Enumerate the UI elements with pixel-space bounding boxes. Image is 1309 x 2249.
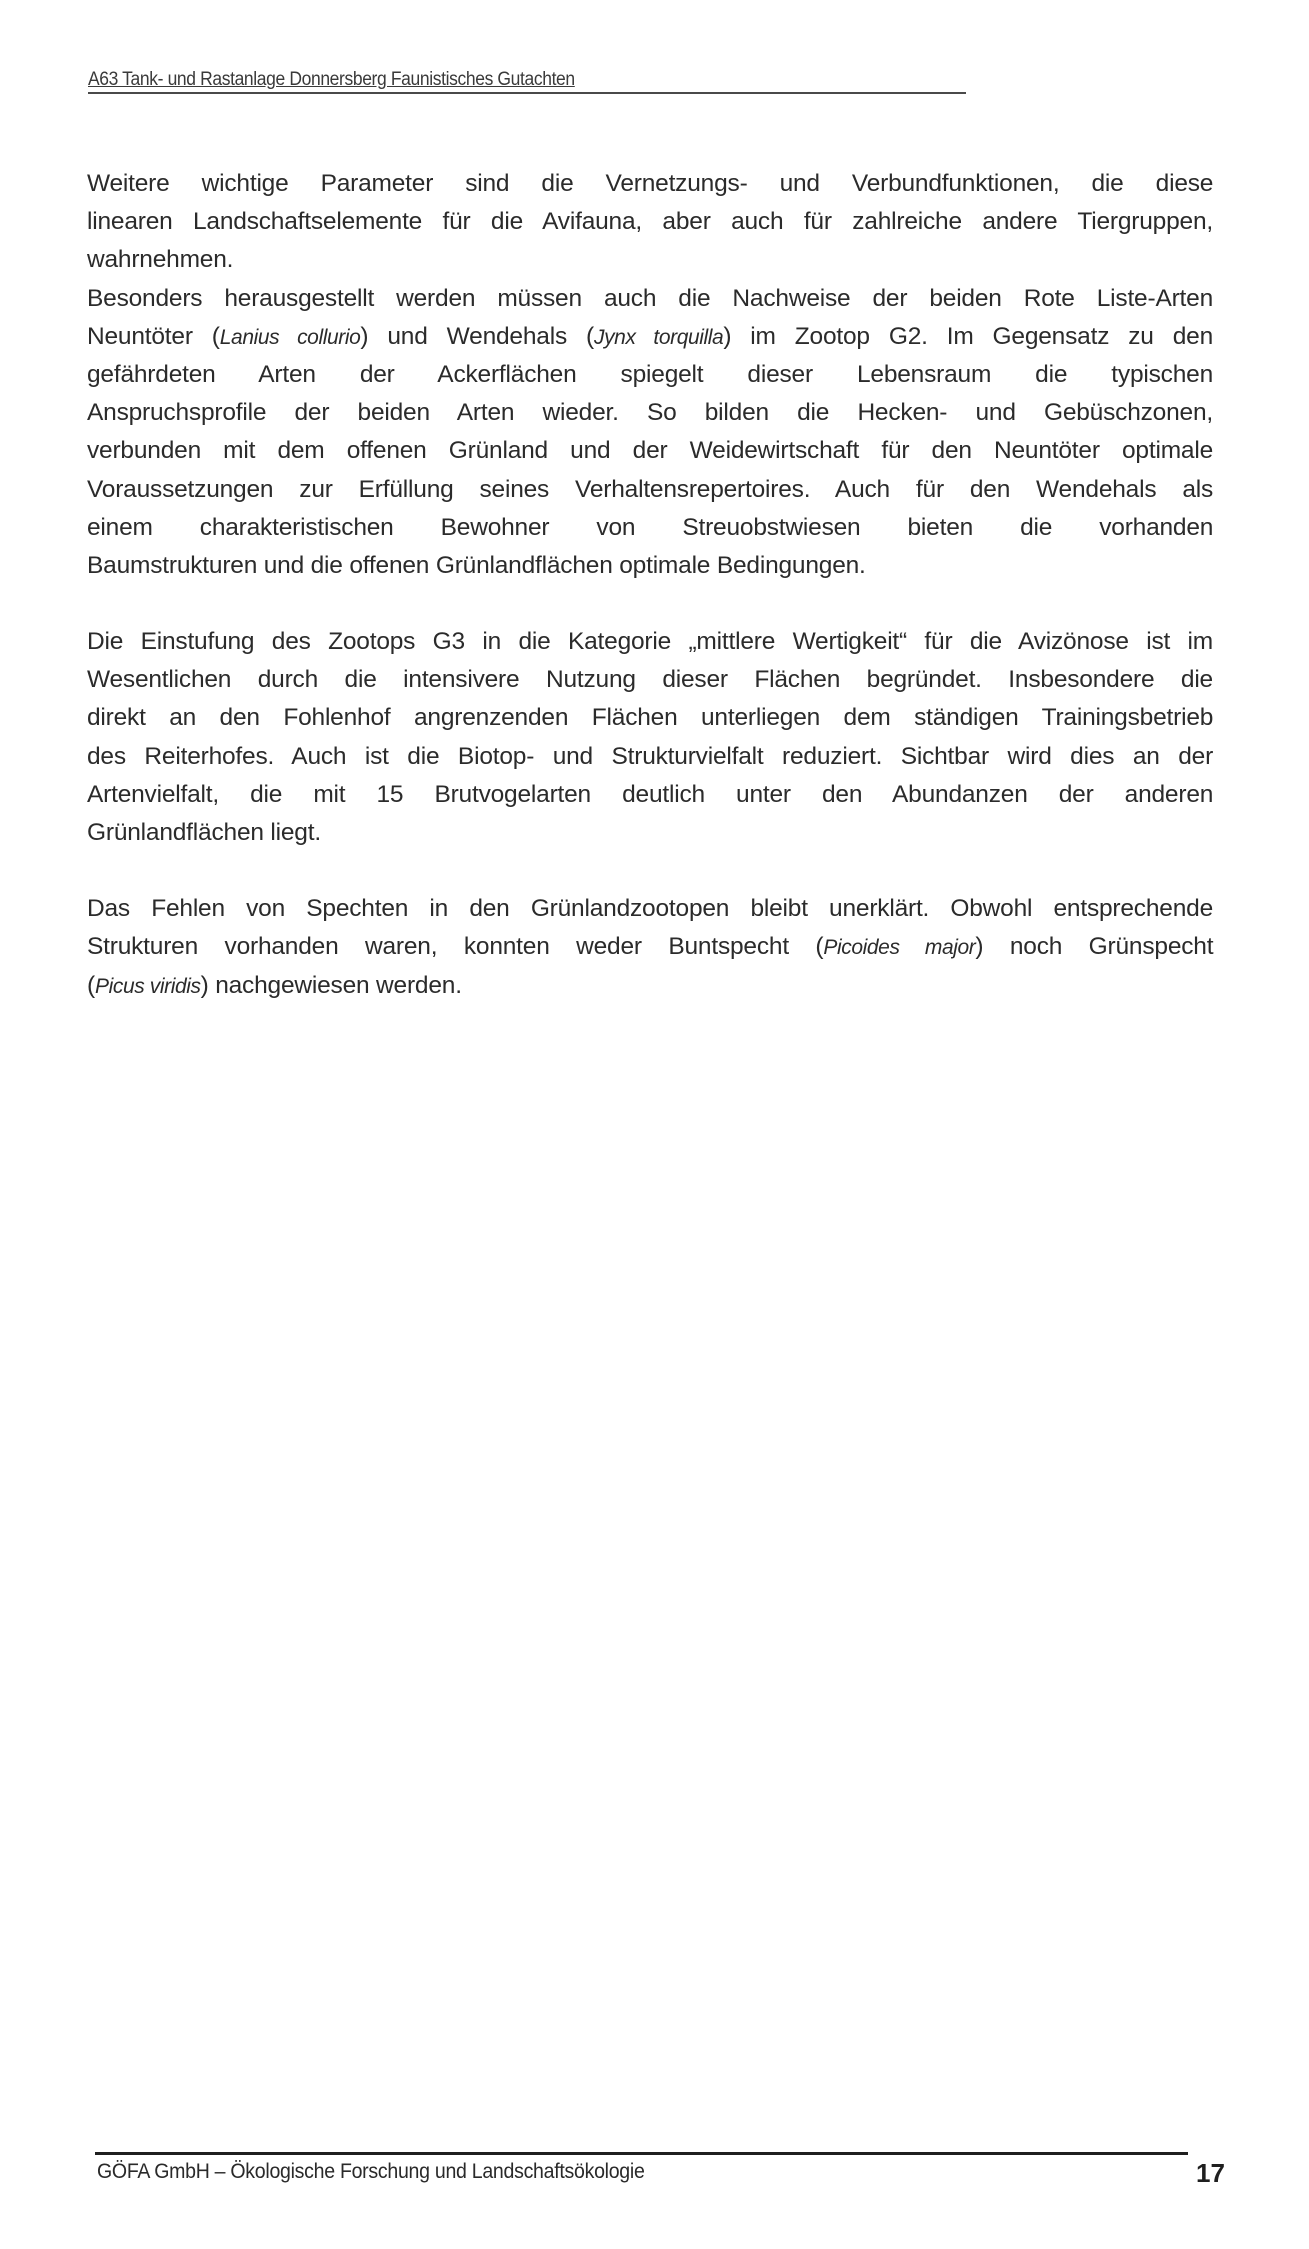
- text-run: verbunden mit dem offenen Grünland und der Weidewirtschaft für den Neuntöter optimale: [87, 437, 1213, 465]
- species-name: Picus viridis: [94, 974, 201, 998]
- header-title: A63 Tank- und Rastanlage Donnersberg Faunistisches Gutachten: [88, 69, 575, 90]
- paragraph: [87, 890, 1213, 1005]
- text-run: Das Fehlen von Spechten in den Grünlandzootopen bleibt unerklärt. Obwohl entsprechende: [87, 895, 1213, 923]
- text-line: [87, 356, 1213, 394]
- text-run: (: [87, 971, 95, 999]
- text-run: ) nachgewiesen werden.: [200, 971, 462, 999]
- text-line: [87, 203, 1213, 241]
- running-header: [88, 70, 966, 94]
- text-line: [87, 928, 1213, 966]
- text-run: Wesentlichen durch die intensivere Nutzung dieser Flächen begründet. Insbesondere die: [87, 666, 1213, 694]
- text-line: [87, 967, 1213, 1005]
- text-run: Strukturen vorhanden waren, konnten weder Buntspecht (: [87, 933, 824, 961]
- document-body: [87, 165, 1213, 1005]
- text-run: Grünlandflächen liegt.: [87, 819, 321, 846]
- text-run: Weitere wichtige Parameter sind die Vernetzungs- und Verbundfunktionen, die diese: [87, 170, 1214, 197]
- species-name: Lanius collurio: [219, 325, 361, 349]
- text-run: Besonders herausgestellt werden müssen auch die Nachweise der beiden Rote Liste-Arten: [87, 284, 1213, 312]
- text-run: Baumstrukturen und die offenen Grünlandflächen optimale Bedingungen.: [87, 551, 866, 579]
- text-line: [87, 509, 1213, 547]
- text-run: Anspruchsprofile der beiden Arten wieder. So bilden die Hecken- und Gebüschzonen,: [87, 399, 1213, 427]
- text-line: [87, 661, 1213, 699]
- page-number: 17: [1196, 2158, 1225, 2188]
- text-run: ) und Wendehals (: [360, 322, 594, 350]
- text-run: des Reiterhofes. Auch ist die Biotop- und Strukturvielfalt reduziert. Sichtbar wird dies an der: [87, 742, 1214, 770]
- text-run: wahrnehmen.: [87, 246, 234, 274]
- text-run: Die Einstufung des Zootops G3 in die Kategorie „mittlere Wertigkeit“ für die Avizönose ist im: [87, 628, 1213, 656]
- text-run: linearen Landschaftselemente für die Avifauna, aber auch für zahlreiche andere Tiergruppen,: [87, 208, 1213, 236]
- footer-divider: [95, 2152, 1188, 2155]
- text-run: Neuntöter (: [87, 322, 220, 350]
- text-line: [87, 547, 1213, 585]
- text-line: [87, 280, 1213, 318]
- text-line: [87, 471, 1213, 509]
- text-line: [87, 165, 1213, 203]
- text-line: [87, 699, 1213, 737]
- paragraph: [87, 165, 1213, 585]
- text-run: ) noch Grünspecht: [975, 933, 1214, 961]
- text-run: Voraussetzungen zur Erfüllung seines Verhaltensrepertoires. Auch für den Wendehals als: [87, 475, 1214, 503]
- species-name: Jynx torquilla: [593, 325, 724, 349]
- text-run: gefährdeten Arten der Ackerflächen spiegelt dieser Lebensraum die typischen: [87, 360, 1213, 388]
- text-run: direkt an den Fohlenhof angrenzenden Flächen unterliegen dem ständigen Trainingsbetrieb: [87, 704, 1214, 732]
- text-line: [87, 318, 1213, 356]
- text-line: [87, 738, 1213, 776]
- text-run: Artenvielfalt, die mit 15 Brutvogelarten deutlich unter den Abundanzen der anderen: [87, 780, 1214, 808]
- text-line: [87, 890, 1213, 928]
- text-line: [87, 394, 1213, 432]
- footer-company: GÖFA GmbH – Ökologische Forschung und Landschaftsökologie: [97, 2160, 645, 2183]
- text-run: ) im Zootop G2. Im Gegensatz zu den: [723, 322, 1214, 350]
- text-line: [87, 776, 1213, 814]
- species-name: Picoides major: [823, 936, 976, 960]
- text-run: einem charakteristischen Bewohner von Streuobstwiesen bieten die vorhanden: [87, 513, 1214, 541]
- text-line: [87, 241, 1213, 279]
- text-line: [87, 432, 1213, 470]
- text-line: [87, 814, 1213, 852]
- paragraph: [87, 623, 1213, 852]
- text-line: [87, 623, 1213, 661]
